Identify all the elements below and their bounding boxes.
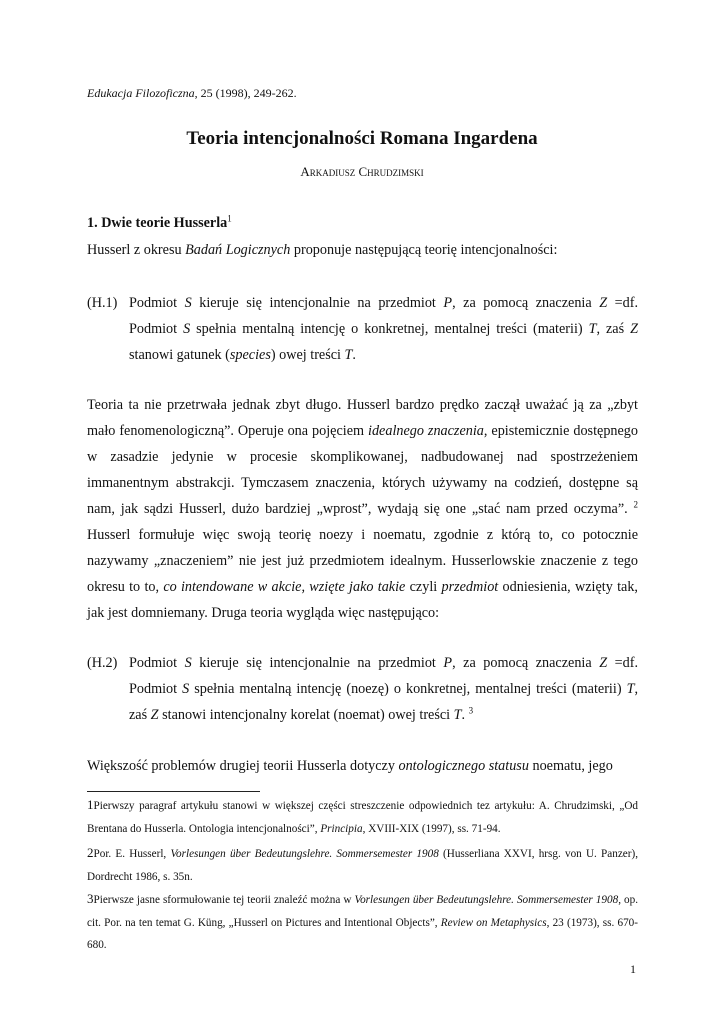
footnote-2: 2Por. E. Husserl, Vorlesungen über Bedeutungslehre. Sommersemester 1908 (Husserliana XXVI, hrsg. von U. Panzer), Dordrecht 1986, s. 35n.: [87, 845, 638, 883]
footnote-1-number: 1: [87, 797, 94, 812]
author-first-name: Arkadiusz: [300, 164, 356, 179]
footnote-ref-1[interactable]: 1: [227, 213, 232, 224]
hypothesis-h2: [87, 650, 638, 728]
intro-paragraph: [87, 237, 638, 263]
journal-name: Edukacja Filozoficzna: [87, 86, 195, 100]
hypothesis-h1-text: Podmiot S kieruje się intencjonalnie na przedmiot P, za pomocą znaczenia Z =df. Podmiot S spełnia mentalną intencję o konkretnej, mentalnej treści (materii) T, zaś Z stanowi gatunek (species) owej treści T.: [129, 295, 638, 363]
hypothesis-h1: [87, 290, 638, 368]
footnote-1: 1Pierwszy paragraf artykułu stanowi w większej części streszczenie odpowiednich tez artykułu: A. Chrudzimski, „Od Brentana do Husserla. Ontologia intencjonalności”, Principia, XVIII-XIX (1997), ss. 71-94.: [87, 797, 638, 835]
hypothesis-h1-label: (H.1): [87, 295, 118, 311]
author-last-name: Chrudzimski: [358, 164, 424, 179]
journal-citation: [87, 86, 297, 101]
footnote-separator: [87, 791, 260, 792]
footnote-3: 3Pierwsze jasne sformułowanie tej teorii znaleźć można w Vorlesungen über Bedeutungslehre. Sommersemester 1908, op. cit. Por. na ten temat G. Küng, „Husserl on Pictures and Intentional Objects”, Review on Metaphysics, 23 (1973), ss. 670-680.: [87, 891, 639, 951]
intro-text: Husserl z okresu: [87, 242, 186, 258]
citation-details: , 25 (1998), 249-262.: [194, 86, 297, 100]
section-heading-text: 1. Dwie teorie Husserla: [87, 215, 228, 231]
hypothesis-h2-label: (H.2): [87, 655, 118, 671]
hypothesis-h2-text: Podmiot S kieruje się intencjonalnie na przedmiot P, za pomocą znaczenia Z =df. Podmiot S spełnia mentalną intencję (noezę) o konkretnej, mentalnej treści (materii) T, zaś Z stanowi intencjonalny korelat (noemat) owej treści T. $^3$: [129, 655, 638, 723]
footnote-2-number: 2: [87, 845, 94, 860]
intro-text-end: proponuje następującą teorię intencjonalności:: [290, 242, 558, 258]
body-paragraph-3: Większość problemów drugiej teorii Husserla dotyczy ontologicznego statusu noematu, jego: [87, 758, 613, 774]
footnote-ref-3[interactable]: 3: [468, 705, 474, 716]
page-number: 1: [630, 962, 636, 976]
footnote-ref-2[interactable]: 2: [633, 499, 638, 510]
footnote-3-number: 3: [87, 891, 94, 906]
intro-book-title: Badań Logicznych: [185, 242, 291, 258]
author-name: [0, 164, 724, 180]
body-paragraph-2: Teoria ta nie przetrwała jednak zbyt długo. Husserl bardzo prędko zaczął uważać ją za „zbyt mało fenomenologiczną”. Operuje ona pojęciem idealnego znaczenia, epistemicznie dostępnego w zasadzie jedynie w procesie skomplikowanej, nadbudowanej nad spostrzeżeniem immanentnym abstrakcji. Tymczasem znaczenia, których używamy na codzień, dostępne są nam, jak sądzi Husserl, dużo bardziej „wprost”, wydają się one „stać nam przed oczyma”. $^2$ Husserl formułuje więc swoją teorię noezy i noematu, zgodnie z którą to, co potocznie nazywamy „znaczeniem” nie jest już przedmiotem idealnym. Husserlowskie znaczenie z tego okresu to to, co intendowane w akcie, wzięte jako takie czyli przedmiot odniesienia, wzięty tak, jak jest domniemany. Druga teoria wygląda więc następująco:: [87, 397, 638, 621]
article-title: Teoria intencjonalności Romana Ingardena: [186, 128, 538, 149]
section-heading: [87, 215, 232, 232]
